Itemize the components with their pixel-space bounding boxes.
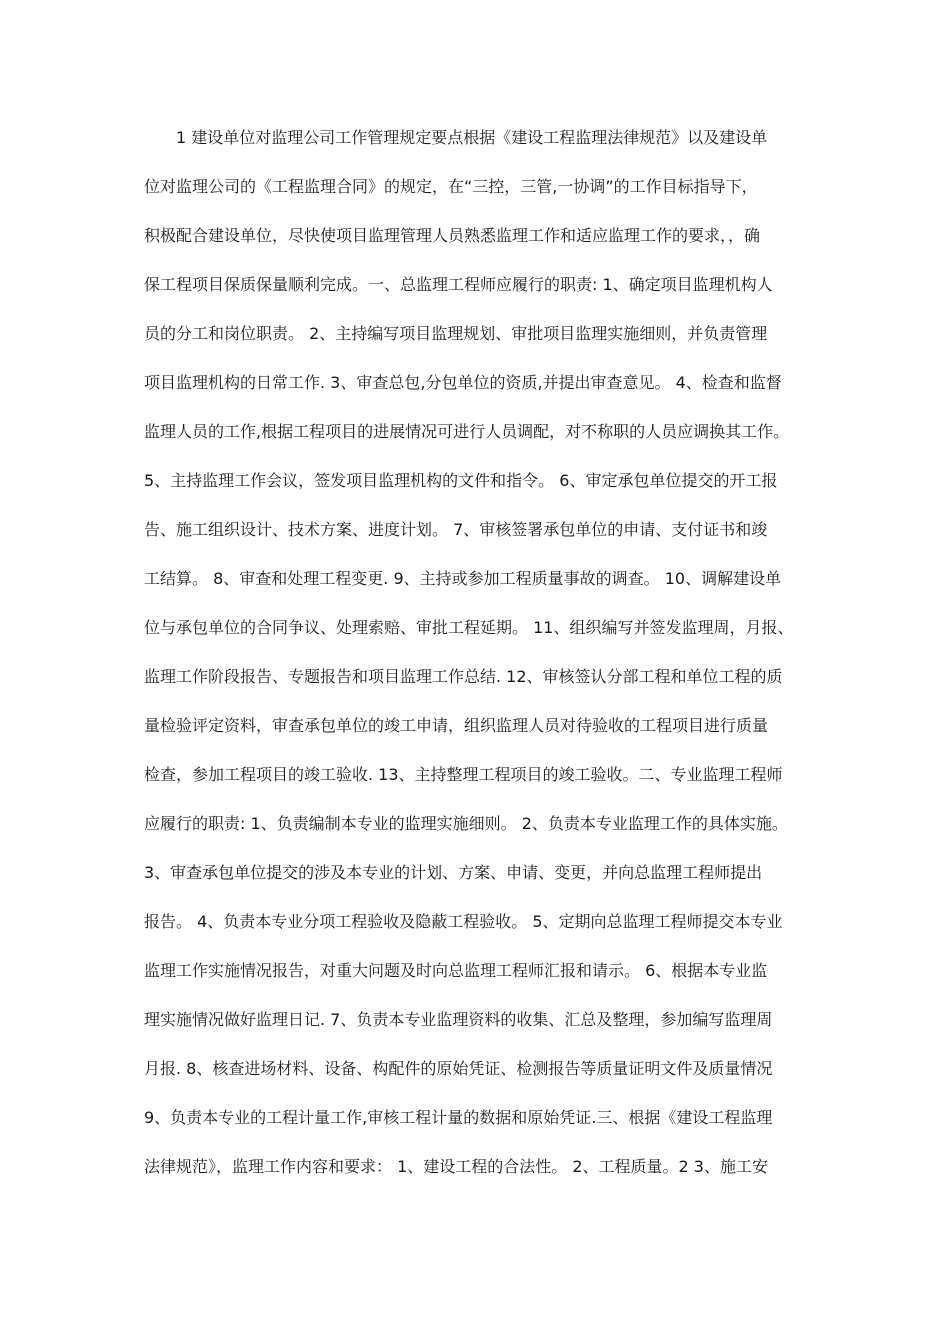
text-line: 保工程项目保质保量顺利完成。一、总监理工程师应履行的职责: 1、确定项目监理机构人 (144, 275, 773, 294)
text-line: 检查，参加工程项目的竣工验收. 13、主持整理工程项目的竣工验收。二、专业监理工程师 (144, 765, 783, 784)
document-body (144, 120, 824, 1198)
text-line: 理实施情况做好监理日记. 7、负责本专业监理资料的收集、汇总及整理，参加编写监理周 (144, 1010, 773, 1029)
text-line: 项目监理机构的日常工作. 3、审查总包,分包单位的资质,并提出审查意见。 4、检查和监督 (144, 373, 782, 392)
text-line: 告、施工组织设计、技术方案、进度计划。 7、审核签署承包单位的申请、支付证书和竣 (144, 520, 768, 539)
text-line: 监理人员的工作,根据工程项目的进展情况可进行人员调配，对不称职的人员应调换其工作。 (144, 422, 790, 441)
text-line: 5、主持监理工作会议，签发项目监理机构的文件和指令。 6、审定承包单位提交的开工报 (144, 471, 778, 490)
text-line: 量检验评定资料，审查承包单位的竣工申请，组织监理人员对待验收的工程项目进行质量 (144, 716, 769, 735)
text-line: 工结算。 8、审查和处理工程变更. 9、主持或参加工程质量事故的调查。 10、调解建设单 (144, 569, 782, 588)
text-line: 应履行的职责: 1、负责编制本专业的监理实施细则。 2、负责本专业监理工作的具体实施。 (144, 814, 788, 833)
text-line: 监理工作阶段报告、专题报告和项目监理工作总结. 12、审核签认分部工程和单位工程的质 (144, 667, 783, 686)
text-line: 员的分工和岗位职责。 2、主持编写项目监理规划、审批项目监理实施细则，并负责管理 (144, 324, 768, 343)
text-line: 位与承包单位的合同争议、处理索赔、审批工程延期。 11、组织编写并签发监理周，月报、 (144, 618, 794, 637)
text-line: 报告。 4、负责本专业分项工程验收及隐蔽工程验收。 5、定期向总监理工程师提交本专业 (144, 912, 783, 931)
text-line: 3、审查承包单位提交的涉及本专业的计划、方案、申请、变更，并向总监理工程师提出 (144, 863, 763, 882)
text-line: 1 建设单位对监理公司工作管理规定要点根据《建设工程监理法律规范》以及建设单 (176, 128, 768, 147)
text-line: 月报. 8、核查进场材料、设备、构配件的原始凭证、检测报告等质量证明文件及质量情况 (144, 1059, 773, 1078)
text-line: 位对监理公司的《工程监理合同》的规定，在“三控，三管,一协调”的工作目标指导下， (144, 177, 758, 196)
text-line: 积极配合建设单位，尽快使项目监理管理人员熟悉监理工作和适应监理工作的要求，，确 (144, 226, 761, 245)
text-line: 9、负责本专业的工程计量工作,审核工程计量的数据和原始凭证.三、根据《建设工程监理 (144, 1108, 773, 1127)
text-line: 监理工作实施情况报告，对重大问题及时向总监理工程师汇报和请示。 6、根据本专业监 (144, 961, 768, 980)
text-line: 法律规范》，监理工作内容和要求： 1、建设工程的合法性。 2、工程质量。2 3、施工安 (144, 1157, 768, 1176)
